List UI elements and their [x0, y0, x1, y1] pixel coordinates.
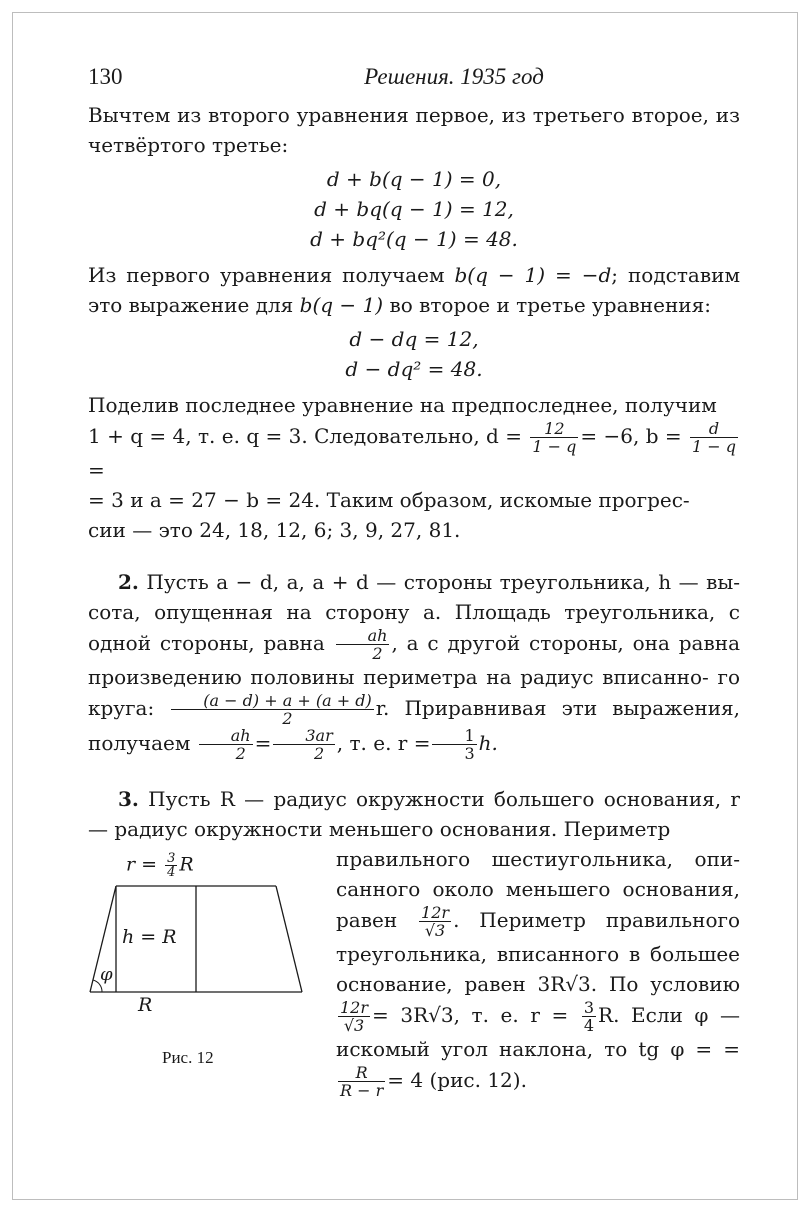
fraction: $\frac{(a - d) + a + (a + d)}{2}$: [171, 692, 373, 727]
bottom-radius-label: R: [138, 994, 153, 1016]
paragraph-substitution: [88, 260, 740, 320]
text: во второе и третье уравнения:: [389, 293, 711, 317]
equation-system-2: [88, 324, 740, 384]
text: , а с другой стороны, она равна произведению половины периметра на радиус вписанно- го круга:: [88, 631, 740, 720]
figure-caption: Рис. 12: [162, 1048, 214, 1067]
fraction: $\frac{12}{1 - q}$: [532, 419, 577, 456]
top-radius-label: r = $\frac{3}{4}$ R: [126, 851, 194, 880]
text: 1 + q = 4, т. е. q = 3. Следовательно, d =: [88, 424, 522, 448]
fraction: $\frac{ah}{2}$: [199, 727, 253, 762]
fraction: $\frac{1}{3}$: [432, 727, 476, 762]
page-number: 130: [88, 64, 123, 89]
solution-3-body: [336, 844, 740, 1099]
equation: d + bq²(q − 1) = 48.: [310, 227, 518, 251]
fraction: $\frac{12r}{√3}$: [421, 903, 450, 940]
height-label: h = R: [122, 926, 177, 948]
text: Пусть a − d, a, a + d — стороны треугольника, h — вы- сота, опущенная на сторону a. Площадь треугольника, с одной стороны, равна: [88, 570, 741, 655]
text: ; подставим это выражение для: [88, 263, 740, 317]
problem-number: 3.: [118, 787, 139, 811]
text: r. Приравнивая эти выражения, получаем: [88, 696, 741, 755]
equation: d − dq² = 48.: [345, 357, 483, 381]
fraction: $\frac{12r}{√3}$: [340, 998, 369, 1035]
text: =: [254, 731, 272, 755]
text: = −6, b =: [580, 424, 682, 448]
running-header: [88, 60, 740, 100]
text: , т. е. r =: [336, 731, 431, 755]
figure-12: [88, 844, 328, 1074]
solution-2: [88, 567, 740, 762]
text: = 3R√3, т. е. r =: [372, 1003, 569, 1027]
text: =: [88, 458, 105, 482]
intro-paragraph: Вычтем из второго уравнения первое, из третьего второе, из четвёртого третье:: [88, 103, 740, 157]
fraction: $\frac{3ar}{2}$: [273, 727, 334, 762]
page-content: [88, 60, 740, 1099]
text: правильного шестиугольника, опи- санного около меньшего основания, равен: [336, 847, 740, 932]
text: Из первого уравнения получаем: [88, 263, 445, 287]
text: h.: [478, 731, 498, 755]
text: сии — это 24, 18, 12, 6; 3, 9, 27, 81.: [88, 518, 461, 542]
fraction: $\frac{d}{1 - q}$: [692, 419, 737, 456]
angle-label: φ: [100, 964, 113, 985]
fraction: $\frac{R}{R - r}$: [340, 1063, 384, 1100]
paragraph-result: [88, 390, 740, 545]
fraction: $\frac{3}{4}$: [583, 998, 595, 1035]
fraction: $\frac{ah}{2}$: [336, 627, 390, 662]
text: R. Если φ — искомый угол наклона, то tg φ = =: [336, 1003, 741, 1061]
trapezoid-diagram: [88, 884, 328, 1054]
text: Пусть R — радиус окружности большего основания, r — радиус окружности меньшего основания. Периметр: [88, 787, 740, 841]
text: = 3 и a = 27 − b = 24. Таким образом, искомые прогрес-: [88, 488, 690, 512]
text: Поделив последнее уравнение на предпоследнее, получим: [88, 393, 717, 417]
running-title: Решения. 1935 год: [364, 64, 544, 89]
equation: d + bq(q − 1) = 12,: [314, 197, 514, 221]
math-expr: b(q − 1) = −d: [454, 263, 612, 287]
problem-number: 2.: [118, 570, 139, 594]
math-expr: b(q − 1): [299, 293, 384, 317]
solution-3-intro: [88, 784, 740, 844]
equation: d + b(q − 1) = 0,: [326, 167, 502, 191]
text: = 4 (рис. 12).: [387, 1068, 527, 1092]
text: . Периметр правильного треугольника, вписанного в большее основание, равен 3R√3. По условию: [336, 908, 740, 996]
equation: d − dq = 12,: [349, 327, 479, 351]
equation-system-1: [88, 164, 740, 254]
